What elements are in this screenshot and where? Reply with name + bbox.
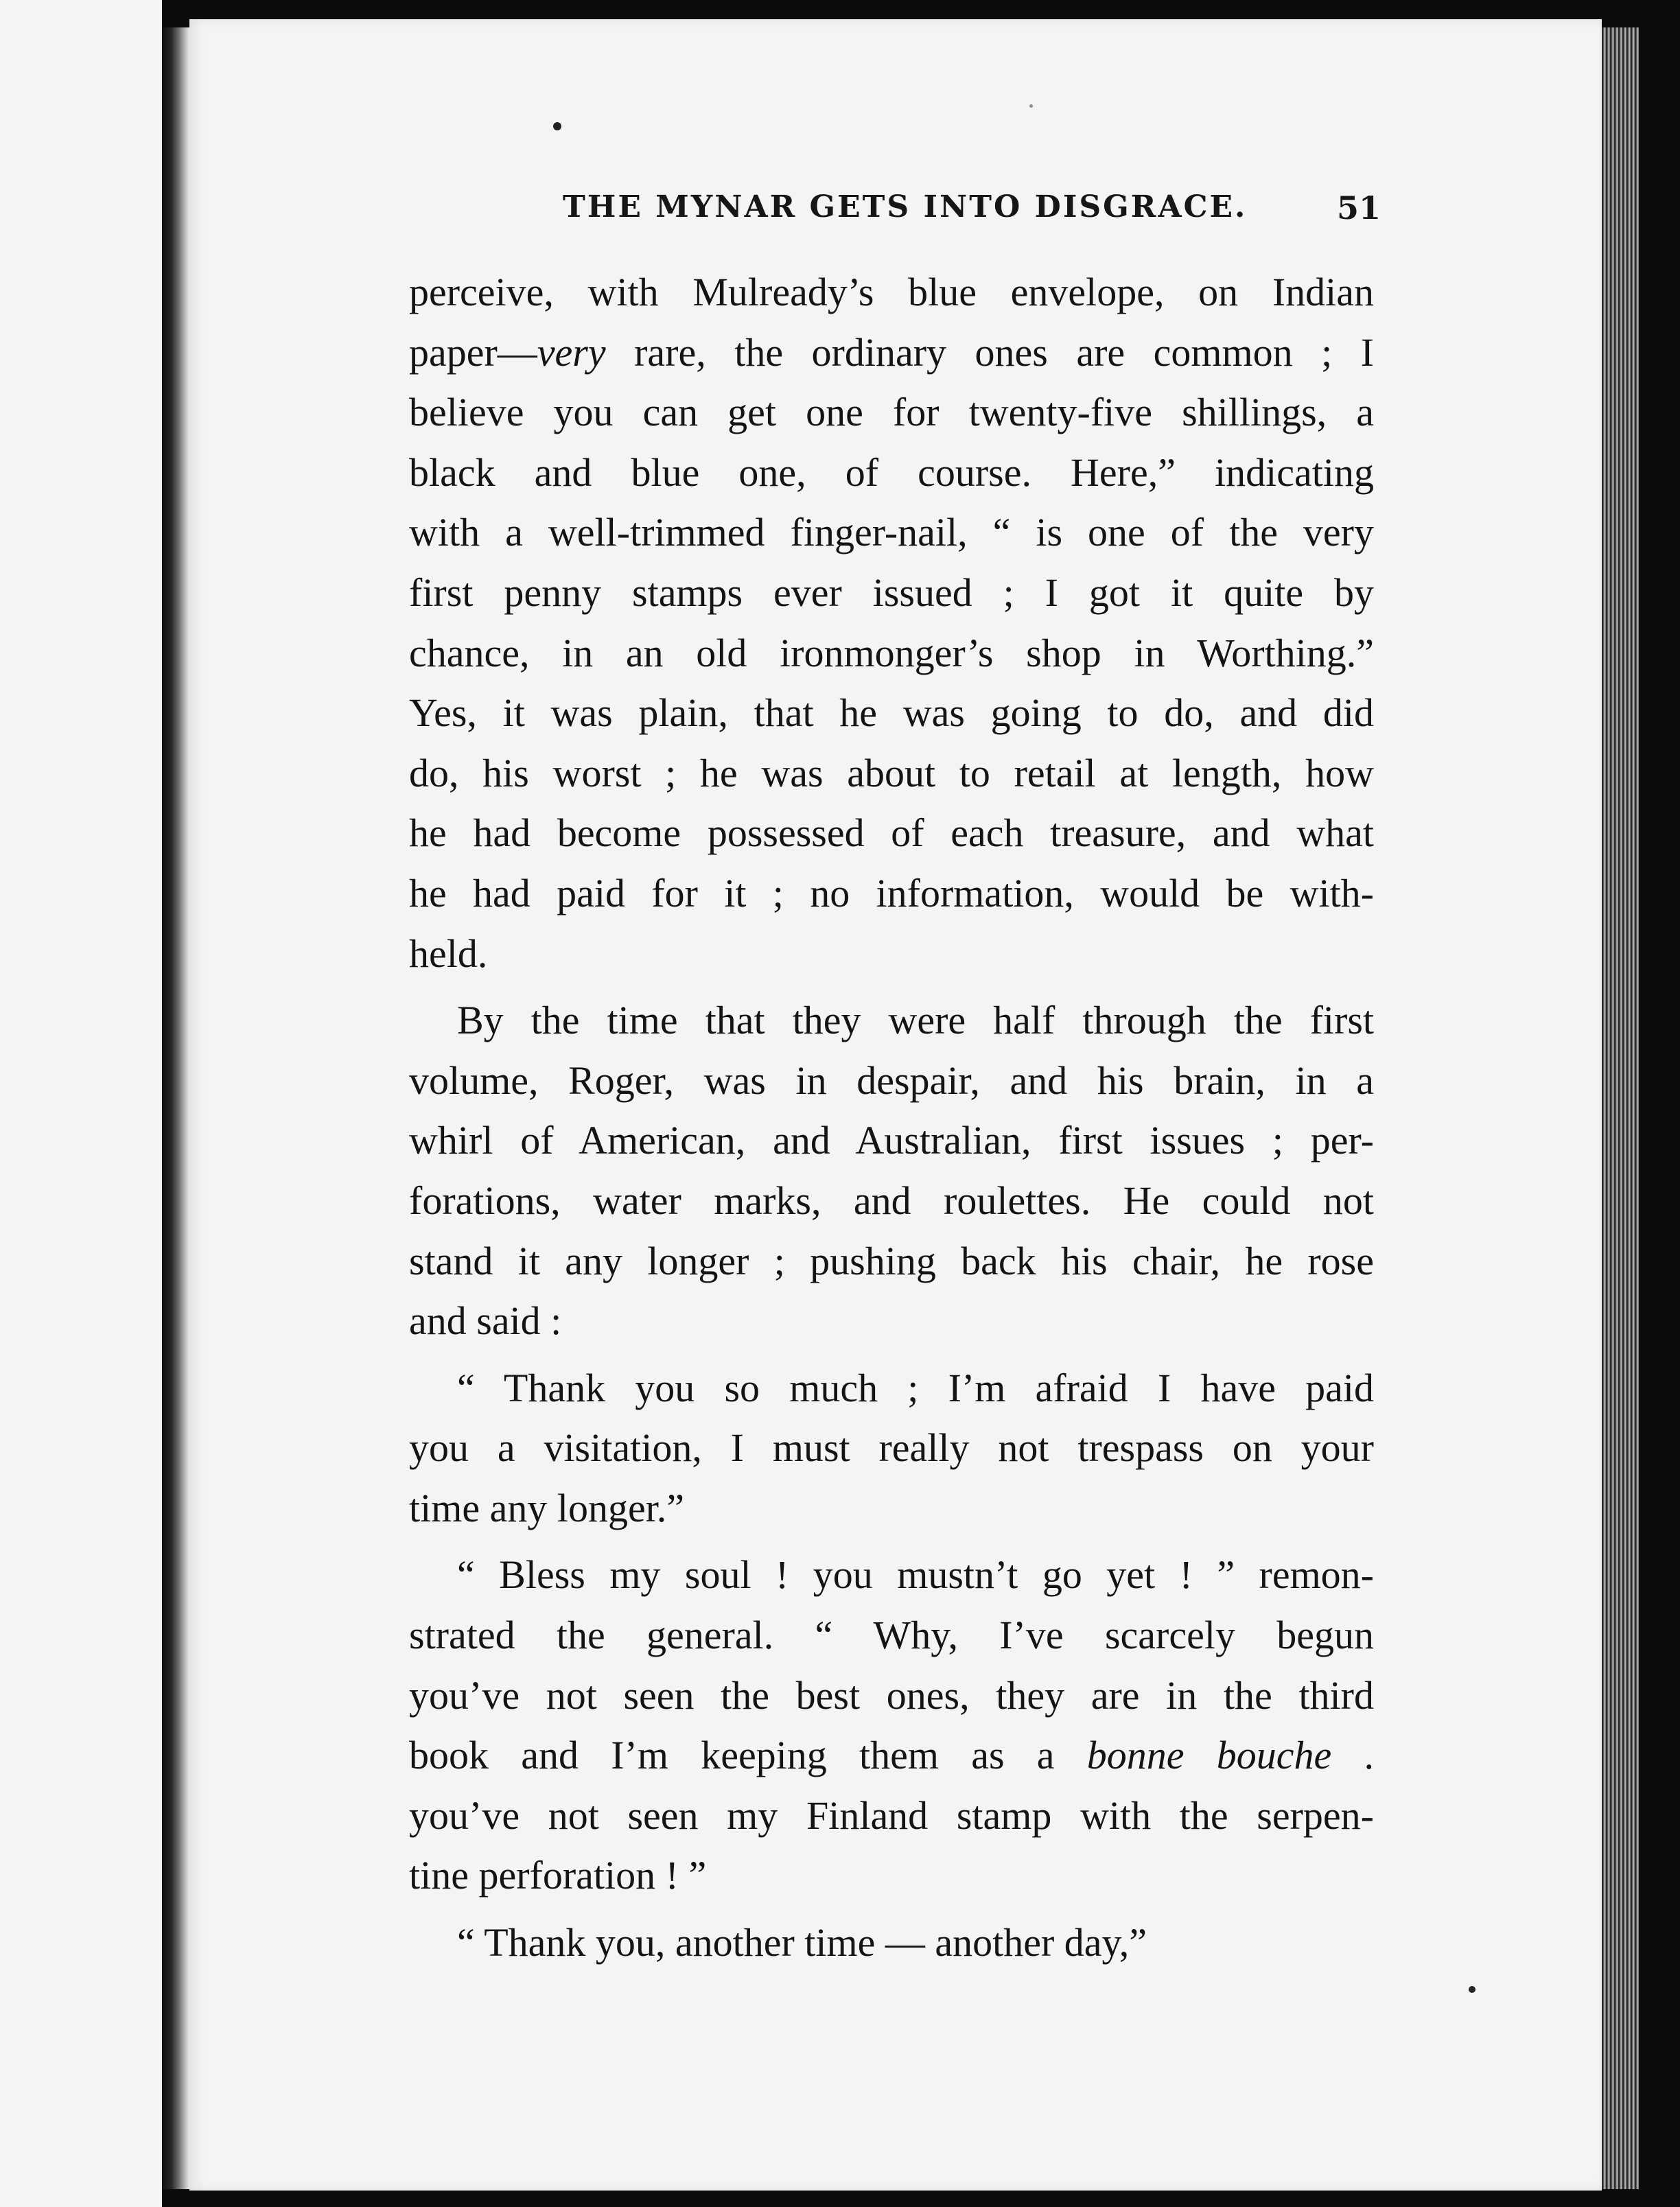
paragraph — [409, 990, 1374, 1351]
text-run: first penny stamps ever issued ; I got it quite by — [409, 570, 1374, 615]
text-run: perceive, with Mulready’s blue envelope, on Indian — [409, 270, 1374, 314]
text-run: forations, water marks, and roulettes. He could not — [409, 1178, 1374, 1223]
page-number: 51 — [1337, 189, 1381, 226]
text-line — [409, 1725, 1374, 1786]
text-line — [409, 683, 1374, 743]
text-run: he had paid for it ; no information, would be with- — [409, 870, 1374, 915]
text-run: time any longer.” — [409, 1485, 685, 1530]
text-line — [409, 502, 1374, 563]
text-line — [409, 990, 1374, 1051]
text-run: book and I’m keeping them as a — [409, 1733, 1087, 1778]
text-run: “ Bless my soul ! you mustn’t go yet ! ” remon- — [457, 1552, 1374, 1598]
text-run: “ Thank you so much ; I’m afraid I have paid — [457, 1365, 1374, 1410]
text-run: volume, Roger, was in despair, and his brain, in a — [409, 1058, 1374, 1103]
text-run: tine perforation ! ” — [409, 1853, 707, 1898]
italic-text: very — [537, 329, 606, 375]
text-line — [409, 1231, 1374, 1292]
paragraph — [409, 1358, 1374, 1539]
text-line — [409, 1418, 1374, 1478]
text-run: and said : — [409, 1298, 562, 1344]
text-line — [409, 1358, 1374, 1418]
text-line — [409, 623, 1374, 684]
text-run: you’ve not seen my Finland stamp with the serpen- — [409, 1793, 1374, 1838]
text-run: Yes, it was plain, that he was going to do, and did — [409, 690, 1374, 736]
text-line — [409, 1845, 1374, 1906]
text-run: rare, the ordinary ones are common ; I — [605, 329, 1374, 375]
text-line — [409, 803, 1374, 863]
paragraph — [409, 1545, 1374, 1906]
facing-page-left — [0, 0, 162, 2207]
text-run: chance, in an old ironmonger’s shop in Worthing.” — [409, 630, 1374, 675]
text-line — [409, 262, 1374, 323]
binding-gutter — [162, 27, 189, 2189]
running-head: THE MYNAR GETS INTO DISGRACE. — [563, 189, 1248, 224]
text-line — [409, 1545, 1374, 1605]
text-run: he had become possessed of each treasure, and what — [409, 810, 1374, 856]
text-run: you a visitation, I must really not trespass on your — [409, 1425, 1374, 1471]
text-run: do, his worst ; he was about to retail at length, how — [409, 750, 1374, 795]
text-line — [409, 743, 1374, 804]
page-edges — [1602, 27, 1639, 2189]
text-run: paper— — [409, 329, 537, 375]
scan-speck — [1469, 1986, 1475, 1993]
text-line — [409, 1110, 1374, 1171]
text-line — [409, 1291, 1374, 1351]
text-run: held. — [409, 931, 488, 976]
text-run: black and blue one, of course. Here,” indicating — [409, 449, 1374, 495]
text-run: . — [1331, 1733, 1374, 1778]
scan-speck — [553, 122, 561, 130]
text-line — [409, 924, 1374, 984]
text-line — [409, 443, 1374, 503]
scan-speck — [1029, 104, 1033, 108]
text-run: “ Thank you, another time — another day,” — [457, 1920, 1147, 1965]
text-line — [409, 1051, 1374, 1111]
paragraph — [409, 1913, 1374, 1973]
text-line — [409, 1171, 1374, 1231]
scan-border-top — [162, 0, 1639, 19]
text-run: By the time that they were half through the first — [457, 998, 1374, 1043]
body-text — [409, 262, 1374, 1973]
text-line — [409, 863, 1374, 924]
text-run: strated the general. “ Why, I’ve scarcely begun — [409, 1613, 1374, 1658]
text-line — [409, 1478, 1374, 1539]
text-run: believe you can get one for twenty-five shillings, a — [409, 390, 1374, 435]
text-line — [409, 382, 1374, 443]
scan-border-right — [1639, 0, 1680, 2207]
paragraph — [409, 262, 1374, 983]
scan-border-bottom — [162, 2191, 1639, 2207]
text-line — [409, 323, 1374, 383]
italic-text: bonne bouche — [1086, 1733, 1332, 1778]
text-run: with a well-trimmed finger-nail, “ is one of the very — [409, 510, 1374, 555]
text-run: you’ve not seen the best ones, they are in the third — [409, 1672, 1374, 1718]
text-line — [409, 1786, 1374, 1846]
text-run: stand it any longer ; pushing back his chair, he rose — [409, 1238, 1374, 1283]
text-line — [409, 1913, 1374, 1973]
text-line — [409, 1666, 1374, 1726]
text-run: whirl of American, and Australian, first issues ; per- — [409, 1118, 1374, 1163]
text-line — [409, 1605, 1374, 1666]
text-line — [409, 563, 1374, 623]
